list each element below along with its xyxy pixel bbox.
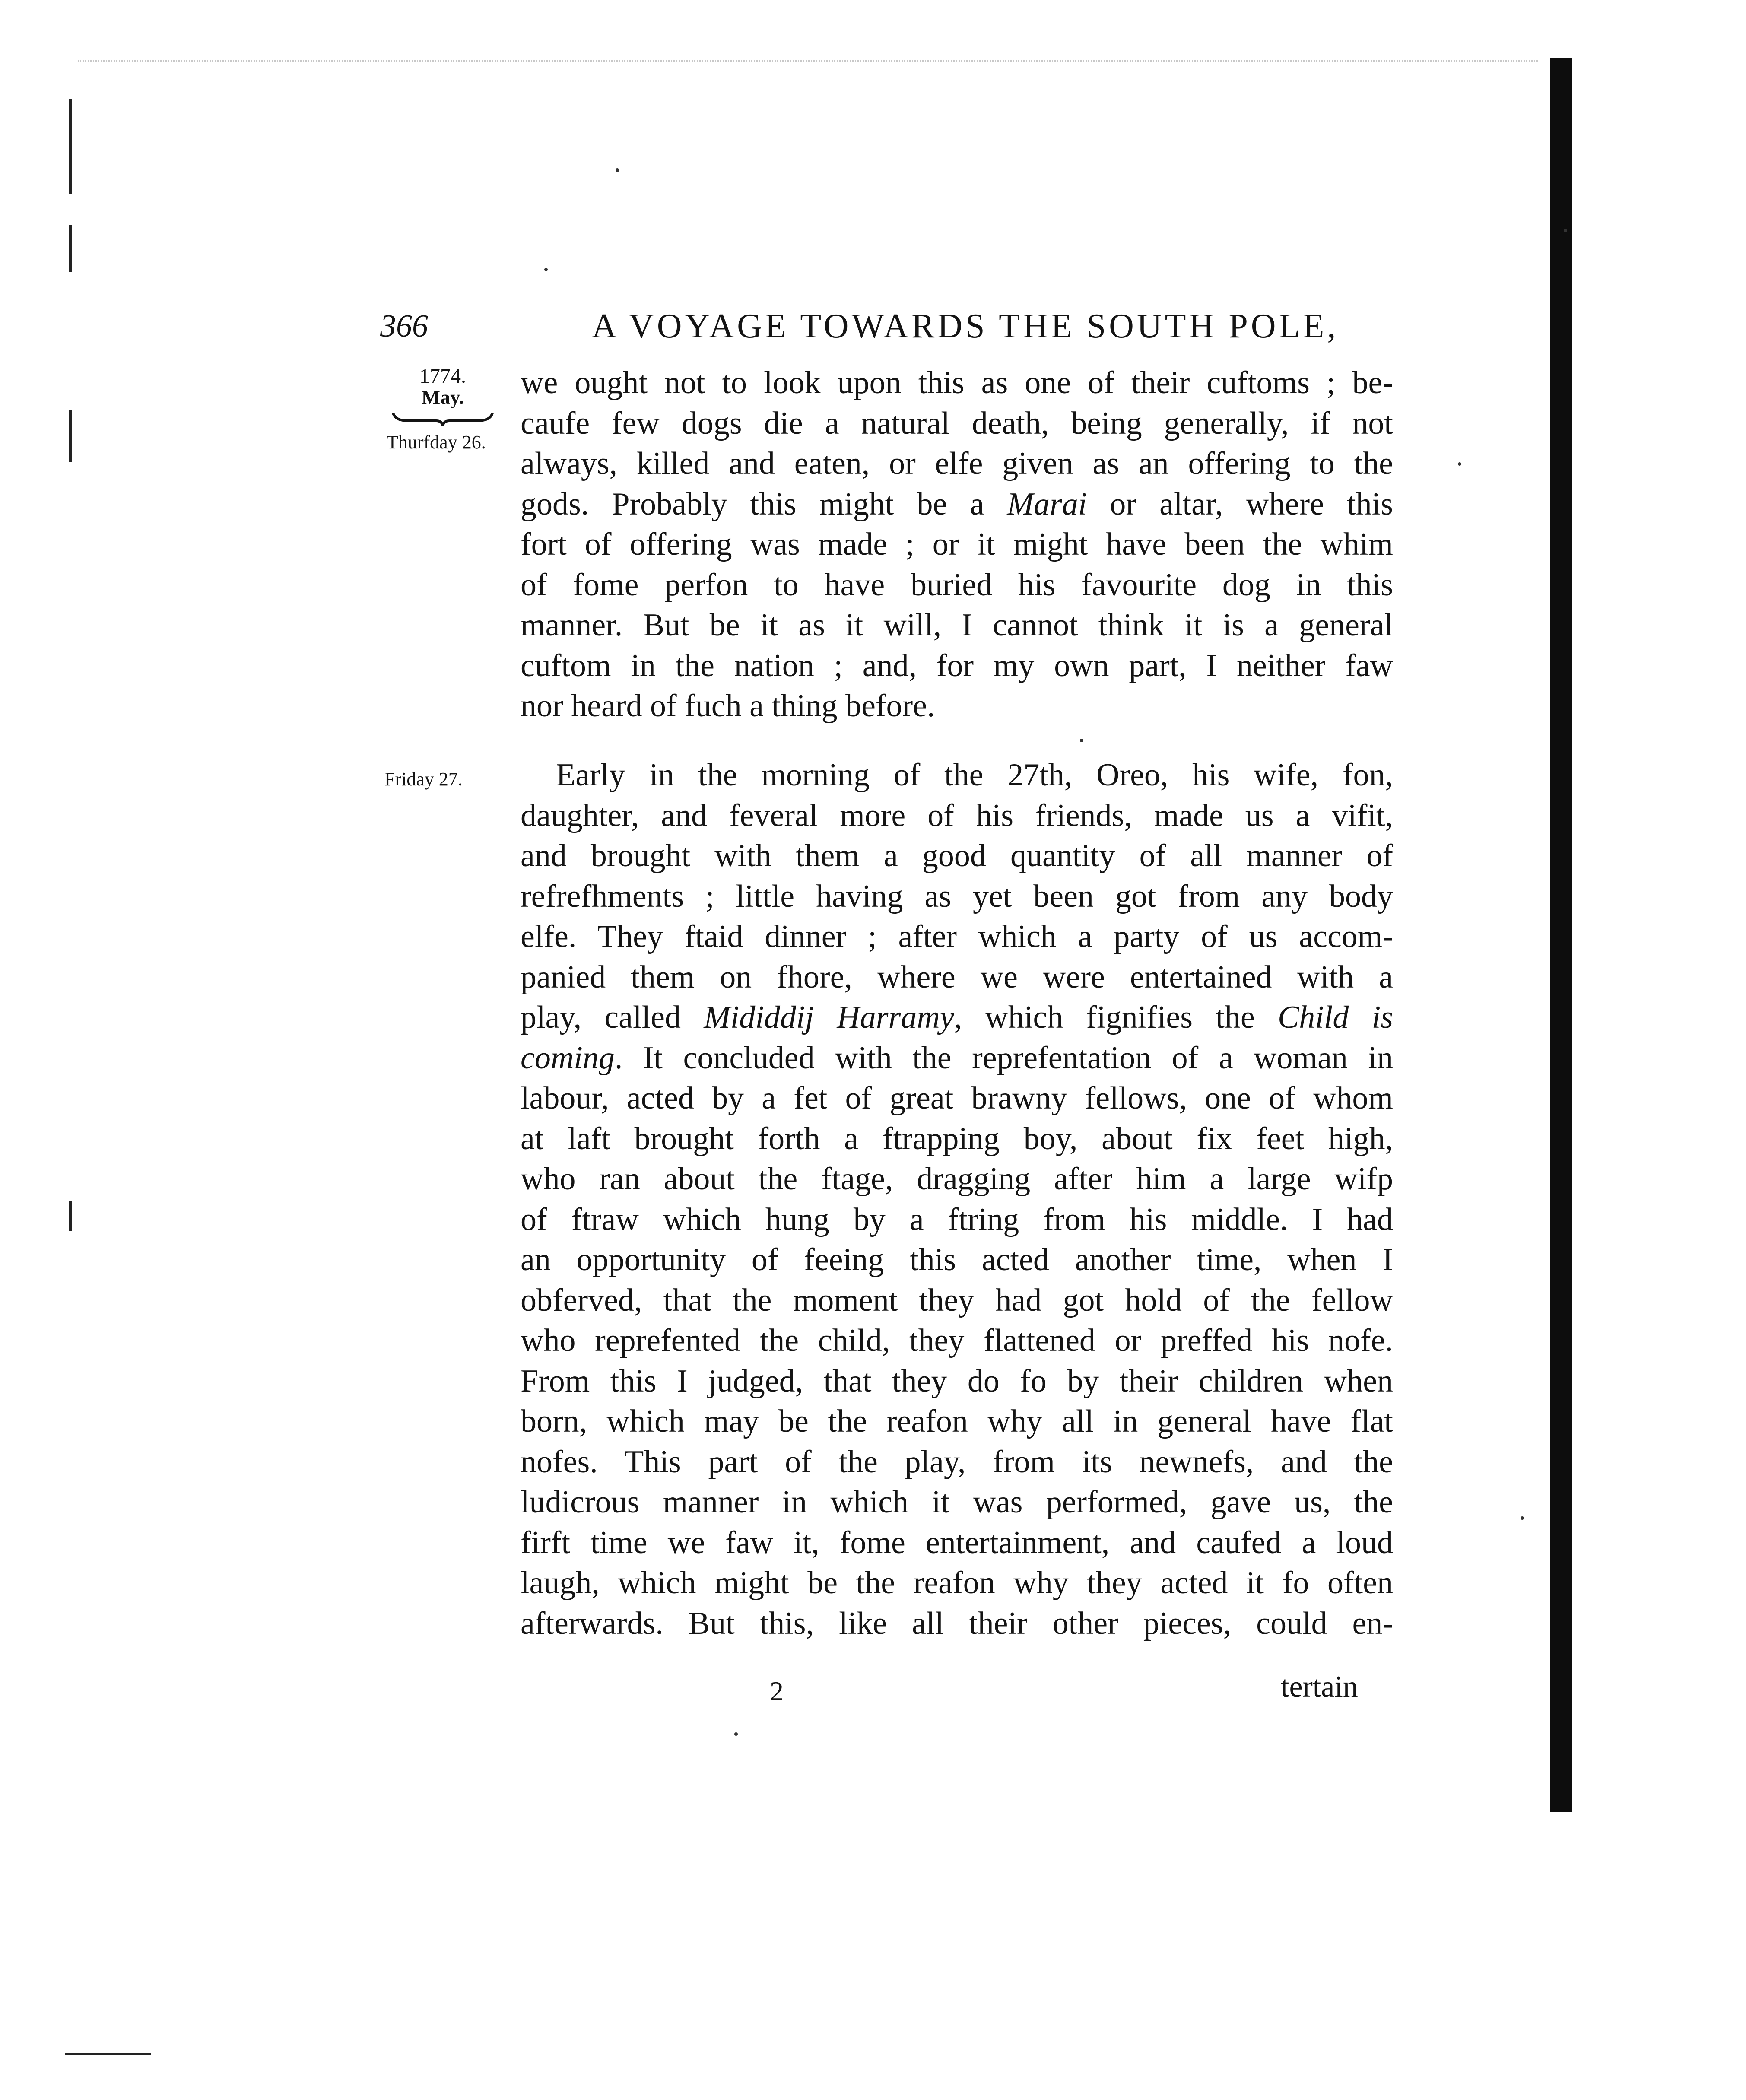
- scan-edge-dots: [78, 60, 1538, 62]
- scan-speck: [1458, 462, 1461, 466]
- paragraph-continued: [521, 363, 1393, 727]
- text-line: panied them on fhore, where we were entertained with a: [521, 959, 1393, 995]
- text-line: elfe. They ftaid dinner ; after which a party of us accom-: [521, 919, 1393, 954]
- text-line: daughter, and feveral more of his friends, made us a vifit,: [521, 797, 1393, 833]
- scan-speck: [734, 1732, 738, 1736]
- text-line: nor heard of fuch a thing before.: [521, 688, 935, 724]
- text-line: refrefhments ; little having as yet been got from any body: [521, 878, 1393, 914]
- signature-mark: 2: [770, 1676, 784, 1706]
- text-line: labour, acted by a fet of great brawny fellows, one of whom: [521, 1080, 1393, 1116]
- margin-date-friday: Friday 27.: [384, 769, 463, 790]
- scan-binding-shadow: [1550, 58, 1572, 1812]
- text-line: always, killed and eaten, or elfe given as an offering to the: [521, 446, 1393, 481]
- paragraph-friday: [521, 755, 1393, 1644]
- scan-speck: [1564, 229, 1567, 232]
- text-line: fort of offering was made ; or it might have been the whim: [521, 527, 1393, 562]
- scan-margin-mark: [69, 225, 72, 272]
- margin-brace: [391, 410, 495, 427]
- text-line: From this I judged, that they do fo by their children when: [521, 1363, 1393, 1399]
- text-line: coming. It concluded with the reprefentation of a woman in: [521, 1040, 1393, 1076]
- page-number: 366: [380, 308, 428, 344]
- text-line: play, called Mididdij Harramy, which fignifies the Child is: [521, 1000, 1393, 1035]
- margin-date-thursday: Thurfday 26.: [387, 432, 486, 453]
- text-line: an opportunity of feeing this acted another time, when I: [521, 1242, 1393, 1277]
- margin-year: 1774.: [419, 365, 466, 388]
- text-line: Early in the morning of the 27th, Oreo, his wife, fon,: [556, 757, 1393, 793]
- text-line: ludicrous manner in which it was performed, gave us, the: [521, 1484, 1393, 1520]
- text-line: gods. Probably this might be a Marai or altar, where this: [521, 486, 1393, 522]
- text-line: at laft brought forth a ftrapping boy, about fix feet high,: [521, 1121, 1393, 1156]
- text-line: born, which may be the reafon why all in general have flat: [521, 1404, 1393, 1439]
- margin-month: May.: [421, 386, 464, 408]
- scan-margin-mark: [69, 1201, 72, 1231]
- text-line: of ftraw which hung by a ftring from his middle. I had: [521, 1201, 1393, 1237]
- text-line: cuftom in the nation ; and, for my own part, I neither faw: [521, 648, 1393, 683]
- text-line: firft time we faw it, fome entertainment, and caufed a loud: [521, 1525, 1393, 1560]
- text-line: we ought not to look upon this as one of their cuftoms ; be-: [521, 365, 1393, 400]
- text-line: afterwards. But this, like all their other pieces, could en-: [521, 1605, 1393, 1641]
- scan-speck: [1080, 739, 1083, 742]
- scan-margin-mark: [69, 99, 72, 194]
- text-line: of fome perfon to have buried his favourite dog in this: [521, 567, 1393, 603]
- scan-speck: [544, 268, 548, 271]
- scan-speck: [616, 168, 619, 172]
- scan-margin-mark: [69, 410, 72, 462]
- running-title: A VOYAGE TOWARDS THE SOUTH POLE,: [592, 307, 1339, 345]
- text-line: laugh, which might be the reafon why they acted it fo often: [521, 1565, 1393, 1601]
- text-line: and brought with them a good quantity of all manner of: [521, 838, 1393, 874]
- text-line: who ran about the ftage, dragging after him a large wifp: [521, 1161, 1393, 1197]
- running-head: [380, 302, 1391, 350]
- text-line: obferved, that the moment they had got hold of the fellow: [521, 1282, 1393, 1318]
- text-line: caufe few dogs die a natural death, being generally, if not: [521, 405, 1393, 441]
- catchword: tertain: [1281, 1670, 1358, 1703]
- text-line: who reprefented the child, they flattened or preffed his nofe.: [521, 1323, 1393, 1358]
- scan-speck: [1521, 1516, 1524, 1520]
- scan-bottom-mark: [65, 2053, 151, 2055]
- text-line: manner. But be it as it will, I cannot think it is a general: [521, 607, 1393, 643]
- text-line: nofes. This part of the play, from its newnefs, and the: [521, 1444, 1393, 1480]
